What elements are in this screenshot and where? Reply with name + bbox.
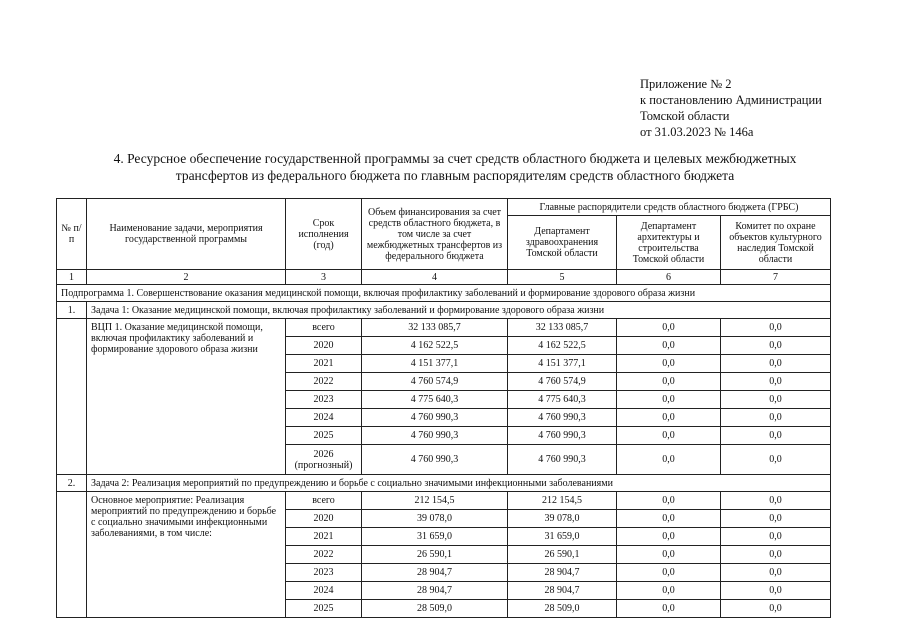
dept-arch-cell: 0,0 [617, 319, 721, 337]
total-cell: 4 760 990,3 [362, 427, 508, 445]
dept-arch-cell: 0,0 [617, 492, 721, 510]
total-cell: 4 775 640,3 [362, 391, 508, 409]
dept-arch-cell: 0,0 [617, 600, 721, 618]
year-cell: 2021 [286, 355, 362, 373]
header-num: № п/п [57, 199, 87, 270]
total-cell: 31 659,0 [362, 528, 508, 546]
budget-table [56, 198, 831, 618]
row-number-cell [57, 492, 87, 618]
year-cell: 2022 [286, 373, 362, 391]
header-name: Наименование задачи, мероприятия государственной программы [87, 199, 286, 270]
total-cell: 4 162 522,5 [362, 337, 508, 355]
dept-health-cell: 4 760 990,3 [508, 409, 617, 427]
column-number: 2 [87, 270, 286, 285]
total-cell: 212 154,5 [362, 492, 508, 510]
total-cell: 28 904,7 [362, 582, 508, 600]
task-title: Задача 2: Реализация мероприятий по предупреждению и борьбе с социально значимыми инфекционными заболеваниями [87, 475, 831, 492]
year-cell: 2026 (прогнозный) [286, 445, 362, 475]
activity-name: ВЦП 1. Оказание медицинской помощи, включая профилактику заболеваний и формирование здорового образа жизни [87, 319, 286, 475]
document-title [60, 150, 850, 184]
committee-cell: 0,0 [721, 355, 831, 373]
header-committee: Комитет по охране объектов культурного наследия Томской области [721, 216, 831, 270]
title-line: 4. Ресурсное обеспечение государственной программы за счет средств областного бюджета и целевых межбюджетных [113, 151, 797, 166]
table-row [57, 319, 831, 337]
committee-cell: 0,0 [721, 528, 831, 546]
header-dept-arch: Департамент архитектуры и строительства Томской области [617, 216, 721, 270]
subprogram-title: Подпрограмма 1. Совершенствование оказания медицинской помощи, включая профилактику заболеваний и формирование здорового образа жизни [57, 285, 831, 302]
appendix-block [640, 76, 822, 140]
subprogram-row [57, 285, 831, 302]
total-cell: 4 760 990,3 [362, 409, 508, 427]
dept-health-cell: 28 509,0 [508, 600, 617, 618]
year-cell: 2020 [286, 510, 362, 528]
dept-health-cell: 4 760 574,9 [508, 373, 617, 391]
year-cell: 2020 [286, 337, 362, 355]
dept-arch-cell: 0,0 [617, 373, 721, 391]
dept-arch-cell: 0,0 [617, 391, 721, 409]
title-line: трансфертов из федерального бюджета по главным распорядителям средств областного бюджета [175, 168, 735, 183]
total-cell: 32 133 085,7 [362, 319, 508, 337]
year-cell: всего [286, 319, 362, 337]
column-number: 4 [362, 270, 508, 285]
committee-cell: 0,0 [721, 564, 831, 582]
dept-arch-cell: 0,0 [617, 427, 721, 445]
total-cell: 28 509,0 [362, 600, 508, 618]
committee-cell: 0,0 [721, 445, 831, 475]
column-number: 7 [721, 270, 831, 285]
column-number: 3 [286, 270, 362, 285]
header-term: Срок исполнения (год) [286, 199, 362, 270]
year-cell: 2021 [286, 528, 362, 546]
committee-cell: 0,0 [721, 510, 831, 528]
dept-health-cell: 4 760 990,3 [508, 427, 617, 445]
dept-arch-cell: 0,0 [617, 355, 721, 373]
committee-cell: 0,0 [721, 600, 831, 618]
total-cell: 4 151 377,1 [362, 355, 508, 373]
header-dept-health: Департамент здравоохранения Томской области [508, 216, 617, 270]
dept-health-cell: 39 078,0 [508, 510, 617, 528]
total-cell: 28 904,7 [362, 564, 508, 582]
dept-health-cell: 4 775 640,3 [508, 391, 617, 409]
column-number: 5 [508, 270, 617, 285]
committee-cell: 0,0 [721, 391, 831, 409]
year-cell: 2025 [286, 427, 362, 445]
year-cell: 2024 [286, 409, 362, 427]
dept-health-cell: 4 162 522,5 [508, 337, 617, 355]
total-cell: 4 760 574,9 [362, 373, 508, 391]
dept-health-cell: 28 904,7 [508, 582, 617, 600]
committee-cell: 0,0 [721, 582, 831, 600]
year-cell: 2023 [286, 564, 362, 582]
committee-cell: 0,0 [721, 409, 831, 427]
task-title: Задача 1: Оказание медицинской помощи, включая профилактику заболеваний и формирование здорового образа жизни [87, 302, 831, 319]
header-grbs: Главные распорядители средств областного бюджета (ГРБС) [508, 199, 831, 216]
appendix-line: Томской области [640, 109, 730, 123]
activity-name: Основное мероприятие: Реализация мероприятий по предупреждению и борьбе с социально значимыми инфекционными заболеваниями, в том числе: [87, 492, 286, 618]
year-cell: 2024 [286, 582, 362, 600]
dept-arch-cell: 0,0 [617, 510, 721, 528]
task-row [57, 475, 831, 492]
task-row [57, 302, 831, 319]
header-volume: Объем финансирования за счет средств областного бюджета, в том числе за счет межбюджетных трансфертов из федерального бюджета [362, 199, 508, 270]
committee-cell: 0,0 [721, 373, 831, 391]
dept-arch-cell: 0,0 [617, 409, 721, 427]
dept-arch-cell: 0,0 [617, 582, 721, 600]
dept-health-cell: 212 154,5 [508, 492, 617, 510]
total-cell: 39 078,0 [362, 510, 508, 528]
row-number-cell [57, 319, 87, 475]
column-number: 6 [617, 270, 721, 285]
dept-arch-cell: 0,0 [617, 445, 721, 475]
year-cell: 2023 [286, 391, 362, 409]
year-cell: 2025 [286, 600, 362, 618]
committee-cell: 0,0 [721, 337, 831, 355]
dept-arch-cell: 0,0 [617, 528, 721, 546]
dept-health-cell: 26 590,1 [508, 546, 617, 564]
task-number: 2. [57, 475, 87, 492]
year-cell: всего [286, 492, 362, 510]
appendix-line: от 31.03.2023 № 146а [640, 125, 754, 139]
dept-health-cell: 32 133 085,7 [508, 319, 617, 337]
dept-arch-cell: 0,0 [617, 337, 721, 355]
dept-health-cell: 28 904,7 [508, 564, 617, 582]
dept-arch-cell: 0,0 [617, 546, 721, 564]
dept-health-cell: 4 760 990,3 [508, 445, 617, 475]
appendix-line: к постановлению Администрации [640, 93, 822, 107]
dept-health-cell: 4 151 377,1 [508, 355, 617, 373]
task-number: 1. [57, 302, 87, 319]
committee-cell: 0,0 [721, 427, 831, 445]
dept-arch-cell: 0,0 [617, 564, 721, 582]
table-row [57, 492, 831, 510]
column-number: 1 [57, 270, 87, 285]
dept-health-cell: 31 659,0 [508, 528, 617, 546]
total-cell: 4 760 990,3 [362, 445, 508, 475]
year-cell: 2022 [286, 546, 362, 564]
column-number-row [57, 270, 831, 285]
committee-cell: 0,0 [721, 319, 831, 337]
committee-cell: 0,0 [721, 546, 831, 564]
appendix-line: Приложение № 2 [640, 77, 732, 91]
total-cell: 26 590,1 [362, 546, 508, 564]
committee-cell: 0,0 [721, 492, 831, 510]
